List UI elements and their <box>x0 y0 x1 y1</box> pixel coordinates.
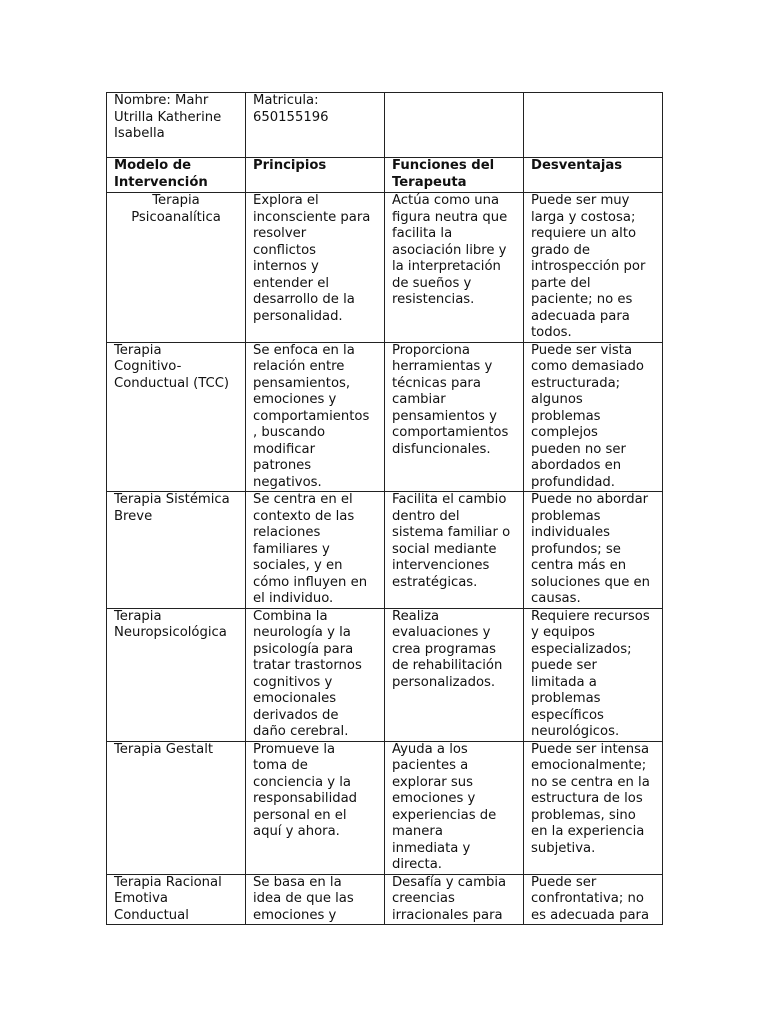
table-row <box>107 342 663 492</box>
modelo-cell: Terapia Psicoanalítica <box>107 193 246 343</box>
funciones-cell: Ayuda a los pacientes a explorar sus emociones y experiencias de manera inmediata y directa. <box>385 741 524 874</box>
principios-cell: Se enfoca en la relación entre pensamientos, emociones y comportamientos , buscando modificar patrones negativos. <box>246 342 385 492</box>
principios-cell: Combina la neurología y la psicología para tratar trastornos cognitivos y emocionales derivados de daño cerebral. <box>246 608 385 741</box>
empty-cell <box>385 93 524 158</box>
principios-cell: Se basa en la idea de que las emociones y <box>246 874 385 925</box>
student-id-cell <box>246 93 385 158</box>
column-header-desventajas: Desventajas <box>524 158 663 193</box>
column-header-row <box>107 158 663 193</box>
student-name-cell <box>107 93 246 158</box>
table-row <box>107 608 663 741</box>
column-header-funciones: Funciones del Terapeuta <box>385 158 524 193</box>
modelo-cell: Terapia Cognitivo- Conductual (TCC) <box>107 342 246 492</box>
student-info-row <box>107 93 663 158</box>
principios-cell: Promueve la toma de conciencia y la responsabilidad personal en el aquí y ahora. <box>246 741 385 874</box>
principios-cell: Se centra en el contexto de las relaciones familiares y sociales, y en cómo influyen en el individuo. <box>246 492 385 609</box>
funciones-cell: Proporciona herramientas y técnicas para cambiar pensamientos y comportamientos disfuncionales. <box>385 342 524 492</box>
desventajas-cell: Puede no abordar problemas individuales profundos; se centra más en soluciones que en causas. <box>524 492 663 609</box>
desventajas-cell: Requiere recursos y equipos especializados; puede ser limitada a problemas específicos neurológicos. <box>524 608 663 741</box>
modelo-cell: Terapia Sistémica Breve <box>107 492 246 609</box>
funciones-cell: Actúa como una figura neutra que facilita la asociación libre y la interpretación de sueños y resistencias. <box>385 193 524 343</box>
column-header-principios: Principios <box>246 158 385 193</box>
table-row <box>107 193 663 343</box>
table-row <box>107 741 663 874</box>
empty-cell <box>524 93 663 158</box>
student-id: Matricula: 650155196 <box>253 93 329 125</box>
desventajas-cell: Puede ser vista como demasiado estructurada; algunos problemas complejos pueden no ser abordados en profundidad. <box>524 342 663 492</box>
desventajas-cell: Puede ser intensa emocionalmente; no se centra en la estructura de los problemas, sino en la experiencia subjetiva. <box>524 741 663 874</box>
modelo-cell: Terapia Neuropsicológica <box>107 608 246 741</box>
column-header-modelo: Modelo de Intervención <box>107 158 246 193</box>
student-name: Nombre: Mahr Utrilla Katherine Isabella <box>114 93 222 141</box>
table-row <box>107 874 663 925</box>
funciones-cell: Realiza evaluaciones y crea programas de rehabilitación personalizados. <box>385 608 524 741</box>
table-row <box>107 492 663 609</box>
intervention-models-table <box>106 92 663 925</box>
desventajas-cell: Puede ser confrontativa; no es adecuada para <box>524 874 663 925</box>
funciones-cell: Facilita el cambio dentro del sistema familiar o social mediante intervenciones estratégicas. <box>385 492 524 609</box>
desventajas-cell: Puede ser muy larga y costosa; requiere un alto grado de introspección por parte del paciente; no es adecuada para todos. <box>524 193 663 343</box>
modelo-cell: Terapia Racional Emotiva Conductual <box>107 874 246 925</box>
principios-cell: Explora el inconsciente para resolver conflictos internos y entender el desarrollo de la personalidad. <box>246 193 385 343</box>
funciones-cell: Desafía y cambia creencias irracionales para <box>385 874 524 925</box>
modelo-cell: Terapia Gestalt <box>107 741 246 874</box>
